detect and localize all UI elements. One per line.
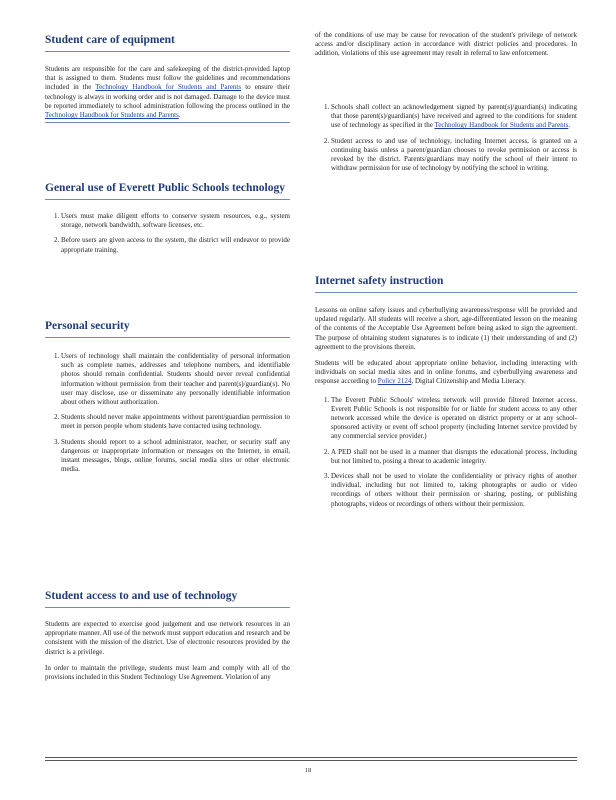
general-section: [45, 182, 290, 261]
security-heading: Personal security: [45, 320, 290, 338]
list-item: 2. A PED shall not be used in a manner that disrupts the educational process, including but not limited to, posing a threat to academic integrity.: [331, 448, 577, 466]
list-item: 1. Schools shall collect an acknowledgement signed by parent(s)/guardian(s) indicating that those parent(s)/guardian(s) have received and agreed to the conditions for student use of technology as specified in the Technology Handbook for Students and Parents.: [331, 103, 577, 131]
handbook-link-2[interactable]: Technology Handbook for Students and Parents: [45, 111, 179, 120]
handbook-link-3[interactable]: Technology Handbook for Students and Parents: [434, 121, 569, 130]
policy-2124-link[interactable]: Policy 2124: [377, 377, 412, 386]
list-item: 2. Students should never make appointments without parent/guardian permission to meet in person people whom students have contacted using technology.: [61, 413, 290, 431]
safety-list: [315, 396, 577, 509]
list-item: 1. Users must make diligent efforts to conserve system resources, e.g., system storage, network bandwidth, software licenses, etc.: [61, 212, 290, 230]
equipment-text-1: Students are responsible for the care and safekeeping of the district-provided laptop that is assigned to them. Students must follow the guidelines and recommendations included in the: [45, 65, 290, 92]
handbook-link[interactable]: Technology Handbook for Students and Parents: [95, 83, 242, 92]
footer-rule: [45, 757, 577, 758]
safety-paragraph-1: Lessons on online safety issues and cyberbullying awareness/response will be provided and updated regularly. All students will receive a short, age-differentiated lesson on the meaning of the contents of the Acceptable Use Agreement before being asked to sign the agreement. The purpose of obtaining student signatures is to indicate (1) their understanding of and (2) agreement to the provisions therein.: [315, 306, 577, 351]
equipment-paragraph: Students are responsible for the care and safekeeping of the district-provided laptop that is assigned to them. Students must follow the guidelines and recommendations included in the Technology Handbook for Students and Parents to ensure their technology is always in working order and is not damaged. Damage to the device must be reported immediately to school administration following the process outlined in the Technology Handbook for Students and Parents.: [45, 65, 290, 120]
equipment-heading: Student care of equipment: [45, 34, 290, 52]
acknowledgement-list: [315, 103, 577, 179]
equipment-text-2: to ensure their technology is always in working order and is not damaged. Damage to the device must be reported immediately to school administration following the process outlined in the: [45, 83, 290, 110]
security-list: [45, 352, 290, 474]
safety-heading: Internet safety instruction: [315, 275, 577, 293]
list-item: 3. Students should report to a school administrator, teacher, or security staff any dangerous or inappropriate information or messages on the Internet, in email, instant messages, blogs, online forums, social media sites or other electronic media.: [61, 438, 290, 475]
section-divider: [45, 122, 290, 123]
list-item: 2. Student access to and use of technology, including Internet access, is granted on a continuing basis unless a parent/guardian chooses to revoke permission or access is revoked by the district. Parents/guardians may notify the school of their intent to withdraw permission for use of technology by notifying the school in writing.: [331, 137, 577, 174]
safety-paragraph-2: Students will be educated about appropriate online behavior, including interacting with individuals on social media sites and in online forums, and cyberbullying awareness and response according to Policy 2124, Digital Citizenship and Media Literacy.: [315, 359, 577, 386]
access-paragraph-1: Students are expected to exercise good judgement and use network resources in an appropriate manner. All use of the network must support education and research and be consistent with the mission of the district. Use of electronic resources provided by the district is a privilege.: [45, 620, 290, 656]
footer-rule-2: [45, 760, 577, 761]
continued-paragraph: of the conditions of use may be cause for revocation of the student's privilege of network access and/or disciplinary action in accordance with district policies and procedures. In addition, violations of this use agreement may result in referral to law enforcement.: [315, 31, 577, 58]
page-number: 18: [304, 767, 312, 774]
safety-section: [315, 275, 577, 515]
list-item: 1. Users of technology shall maintain the confidentiality of personal information such as complete names, addresses and telephone numbers, and identifiable photos should remain confidential. Students should never reveal confidential information without permission from their teacher and parent(s)/guardian(s). No user may disclose, use or disseminate any personally identifiable information about others without authorization.: [61, 352, 290, 407]
general-heading: General use of Everett Public Schools technology: [45, 182, 290, 200]
list-item: 3. Devices shall not be used to violate the confidentiality or privacy rights of another individual, including but not limited to, taking photographs or audio or video recordings of others without their permission or sharing, posting, or publishing photographs, videos or recordings of others without their permission.: [331, 472, 577, 509]
equipment-section: [45, 34, 290, 123]
access-heading: Student access to and use of technology: [45, 590, 290, 608]
list-item: 1. The Everett Public Schools' wireless network will provide filtered Internet access. Everett Public Schools is not responsible for or liable for student access to any other network accessed while the device is operated on district property or at any school-sponsored activity or event off school property (including Internet service provided by any commercial service provider.): [331, 396, 577, 442]
access-section: [45, 590, 290, 682]
security-section: [45, 320, 290, 480]
general-list: [45, 212, 290, 255]
access-paragraph-2: In order to maintain the privilege, students must learn and comply with all of the provisions included in this Student Technology Use Agreement. Violation of any: [45, 663, 290, 682]
list-item: 2. Before users are given access to the system, the district will endeavor to provide appropriate training.: [61, 236, 290, 254]
